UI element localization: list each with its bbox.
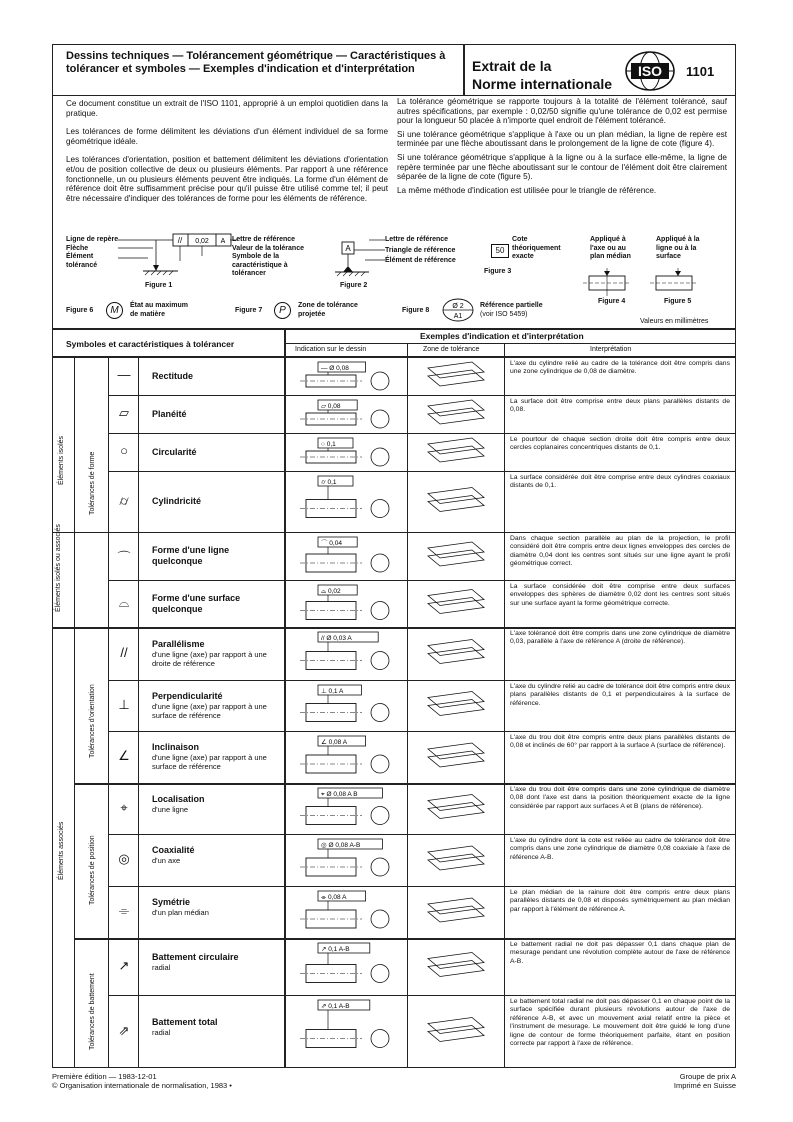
tolerance-zone-sketch (410, 733, 502, 781)
characteristic-subtitle: d'une ligne (152, 804, 189, 814)
characteristic-name: Battement circulaire radial (152, 952, 280, 972)
group-form: Tolérances de forme (89, 451, 96, 515)
characteristic-symbol: ↗ (118, 957, 130, 973)
figure-6-caption: Figure 6 (66, 307, 94, 314)
intro-right-p2: Si une tolérance géométrique s'applique à l'axe ou un plan médian, la ligne de repère est terminée par une flèche aboutissant dans le prolongement de la ligne de cote (figure 4). (397, 129, 727, 149)
tolerance-zone-sketch (410, 534, 502, 578)
row-separator (108, 995, 736, 996)
characteristic-symbol: ⌓ (118, 594, 130, 610)
fig8-symbol-icon (438, 297, 478, 323)
col-line-symbols (284, 329, 286, 1068)
tolerance-zone-sketch (410, 836, 502, 884)
figure-4-heading: Appliqué à l'axe ou au plan médian (590, 236, 631, 260)
units-note: Valeurs en millimètres (640, 318, 709, 325)
characteristic-name: Cylindricité (152, 496, 202, 506)
characteristic-symbol: ⌯ (118, 903, 130, 918)
drawing-indication (288, 997, 406, 1066)
tolerance-frame-text: ○ 0,1 (321, 441, 336, 448)
iso-logo-text: ISO (637, 63, 663, 79)
characteristic-subtitle: d'une ligne (axe) par rapport à une droite de référence (152, 649, 267, 668)
interpretation-text: Le pourtour de chaque section droite doit être compris entre deux cercles coplanaires concentriques distants de 0,1. (510, 436, 730, 452)
figure-5-drawing (650, 268, 700, 296)
tolerance-frame-text: ⌖ Ø 0,08 A B (321, 791, 358, 798)
drawing-indication (288, 682, 406, 729)
footer-right (640, 1072, 736, 1090)
drawing-indication (288, 629, 406, 678)
fig2-letter: A (345, 244, 351, 253)
drawing-indication (288, 836, 406, 884)
iso-logo-icon (622, 50, 678, 92)
intro-right-p4: La même méthode d'indication est utilisée pour le triangle de référence. (397, 185, 657, 195)
figure-4-drawing (583, 268, 633, 296)
figure-7-caption: Figure 7 (235, 307, 263, 314)
interpretation-text: L'axe du trou doit être compris dans une zone cylindrique de diamètre 0,08 dont l'axe est dans la position théoriquement exacte de la ligne considérée par rapport aux surfaces A et B (plans de référence). (510, 786, 730, 810)
characteristic-name: Localisation d'une ligne (152, 794, 280, 814)
drawing-indication (288, 435, 406, 469)
row-separator (108, 580, 736, 581)
tolerance-frame-text: ⇗ 0,1 A-B (321, 1003, 350, 1010)
tolerance-frame-text: ⌓ 0,02 (321, 588, 341, 595)
characteristic-symbol: ⌭ (119, 492, 129, 508)
tolerance-frame-text: ∠ 0,08 A (321, 739, 348, 746)
figure-3-labels: Cote théoriquement exacte (512, 236, 561, 260)
tolerance-zone-sketch (410, 473, 502, 530)
group-position: Tolérances de position (89, 835, 96, 905)
interpretation-text: La surface considérée doit être comprise entre deux surfaces enveloppes des sphères de diamètre 0,02 dont les centres sont situés sur une surface ayant la forme géométrique correcte. (510, 583, 730, 607)
row-separator (108, 886, 736, 887)
tolerance-frame-text: ⌯ 0,08 A (321, 894, 347, 901)
tolerance-zone-sketch (410, 940, 502, 993)
standard-number: 1101 (686, 64, 715, 79)
interpretation-text: La surface considérée doit être comprise entre deux cylindres coaxiaux distants de 0,1. (510, 474, 730, 490)
group-associated: Éléments associés (58, 821, 65, 880)
tolerance-zone-sketch (410, 997, 502, 1066)
intro-right-text (397, 97, 727, 204)
fig1-frame-letter: A (220, 238, 226, 245)
figure-3-caption: Figure 3 (484, 268, 512, 275)
col-line-zone (504, 343, 505, 1068)
figure-1-drawing (118, 231, 238, 281)
interpretation-text: La surface doit être comprise entre deux plans parallèles distants de 0,08. (510, 398, 730, 414)
interpretation-text: Le battement total radial ne doit pas dépasser 0,1 en chaque point de la surface spécifiée durant plusieurs révolutions autour de l'axe de référence A-B, et avec un mouvement axial relatif entre la pièce et l'instrument de mesurage. Le mouvement doit être guidé le long d'une ligne de contour de forme théoriquement parfaite, étant en position correcte par rapport à l'axe de référence. (510, 998, 730, 1048)
figure-8-caption: Figure 8 (402, 307, 430, 314)
figure-8-text: Référence partielle (voir ISO 5459) (480, 302, 543, 318)
characteristic-subtitle: d'un axe (152, 856, 181, 865)
header-examples: Exemples d'indication et d'interprétation (420, 331, 584, 341)
interpretation-text: Le battement radial ne doit pas dépasser 0,1 dans chaque plan de mesurage pendant une révolution complète autour de l'axe de référence A-B. (510, 941, 730, 965)
interpretation-text: L'axe toléranсé doit être compris dans une zone cylindrique de diamètre 0,03, parallèle à l'axe de référence A (droite de référence). (510, 630, 730, 646)
tolerance-frame-text: ◎ Ø 0,08 A-B (321, 842, 361, 849)
col-line-group-mid (108, 357, 109, 1068)
characteristic-symbol: — (117, 367, 131, 382)
intro-left-p3: Les tolérances d'orientation, position et battement délimitent les déviations d'orientation et/ou de position collective de deux ou plusieurs éléments. Par rapport à une référence fonctionnelle, un ou plusieurs éléments peuvent être indiqués. La forme d'un élément de référence doit être suffisamment précise pour qu'il puisse être utilisé comme tel; il peut être nécessaire d'indiquer des tolérances de forme pour les éléments de référence. (66, 155, 388, 203)
footer-price: Groupe de prix A (679, 1072, 736, 1081)
characteristic-subtitle: radial (152, 962, 171, 972)
characteristic-name: Symétrie d'un plan médian (152, 897, 280, 917)
tolerance-zone-sketch (410, 582, 502, 625)
fig1-frame-symbol: // (177, 236, 183, 245)
footer-copyright: © Organisation internationale de normalisation, 1983 • (52, 1081, 232, 1090)
figure-1-right-labels: Lettre de référence Valeur de la tolérance Symbole de la caractéristique à tolérancer (232, 236, 304, 277)
tolerance-frame-text: ↗ 0,1 A-B (321, 946, 350, 953)
tolerance-zone-sketch (410, 682, 502, 729)
figure-1-caption: Figure 1 (145, 282, 173, 289)
characteristic-name: Perpendicularité d'une ligne (axe) par rapport à une surface de référence (152, 691, 280, 720)
characteristic-symbol: ▱ (119, 405, 129, 420)
intro-left-p2: Les tolérances de forme délimitent les déviations d'un élément individuel de sa forme géométrique idéale. (66, 127, 388, 146)
group-orientation: Tolérances d'orientation (89, 684, 96, 758)
tolerance-zone-sketch (410, 785, 502, 832)
header-zone: Zone de tolérance (423, 346, 480, 353)
document-title: Dessins techniques — Tolérancement géométrique — Caractéristiques à tolérancer et symboles — Exemples d'indication et d'interprétation (66, 50, 446, 75)
characteristic-name: Circularité (152, 446, 197, 457)
tolerance-zone-sketch (410, 435, 502, 469)
drawing-indication (288, 733, 406, 781)
figure-5-heading: Appliqué à la ligne ou à la surface (656, 236, 700, 260)
figure-4-caption: Figure 4 (598, 298, 626, 305)
characteristic-symbol: ◎ (118, 851, 130, 866)
figure-2-labels: Lettre de référence Triangle de référence Élément de référence (385, 236, 456, 264)
drawing-indication (288, 397, 406, 431)
fig8-top-text: Ø 2 (452, 303, 464, 310)
drawing-indication (288, 534, 406, 578)
figure-6-text: État au maximum de matière (130, 302, 188, 318)
tolerance-zone-sketch (410, 629, 502, 678)
characteristic-name: Rectitude (152, 370, 194, 381)
fig6-symbol-icon: M (106, 302, 123, 319)
figure-1-labels: Ligne de repère Flèche Élément toléranсé (66, 236, 119, 269)
fig7-symbol-icon: P (274, 302, 291, 319)
interpretation-text: L'axe du cylindre dont la cote est reliée au cadre de tolérance doit être compris dans une zone cylindrique de diamètre 0,08 coaxiale à l'axe de référence A-B. (510, 837, 730, 861)
col-line-symbol (138, 357, 139, 1068)
tolerance-frame-text: ⌭ 0,1 (321, 479, 337, 486)
characteristic-subtitle: d'une ligne (axe) par rapport à une surface de référence (152, 753, 267, 771)
tolerance-frame-text: ⊥ 0,1 A (321, 688, 344, 695)
interpretation-text: L'axe du cylindre relié au cadre de la tolérance doit être compris dans une zone cylindrique de 0,08 de diamètre. (510, 360, 730, 376)
characteristic-symbol: ⊥ (118, 696, 130, 712)
group-runout: Tolérances de battement (89, 973, 96, 1050)
characteristic-subtitle: radial (152, 1027, 171, 1037)
row-separator (108, 471, 736, 472)
drawing-indication (288, 940, 406, 993)
characteristic-symbol: // (120, 644, 128, 660)
tolerance-frame-text: — Ø 0,08 (321, 365, 349, 372)
row-separator (108, 731, 736, 732)
fig3-value-box: 50 (491, 244, 509, 258)
footer-left (52, 1072, 232, 1090)
tolerance-frame-text: ⌒ 0,04 (321, 540, 342, 547)
drawing-indication (288, 785, 406, 832)
group-isolated: Éléments isolés (58, 435, 65, 485)
drawing-indication (288, 473, 406, 530)
tolerance-zone-sketch (410, 888, 502, 936)
interpretation-text: L'axe du cylindre relié au cadre de tolérance doit être compris entre deux plans parallèles distants de 0,1 et perpendiculaires à la surface de référence. (510, 683, 730, 707)
footer-printed: Imprimé en Suisse (673, 1081, 736, 1090)
characteristic-name: Battement total radial (152, 1017, 280, 1037)
header-symbols: Symboles et caractéristiques à tolérancer (66, 339, 235, 349)
group-isolated-associated: Éléments isolés ou associés (55, 524, 62, 612)
characteristic-symbol: ⇗ (118, 1022, 130, 1038)
row-separator (108, 532, 736, 533)
figure-5-caption: Figure 5 (664, 298, 692, 305)
characteristic-subtitle: d'un plan médian (152, 908, 209, 917)
characteristic-symbol: ○ (120, 443, 128, 458)
row-separator (108, 433, 736, 434)
table-header-line-2 (52, 356, 736, 358)
row-separator (108, 680, 736, 681)
intro-right-p1: La tolérance géométrique se rapporte toujours à la totalité de l'élément toléranсé, sauf autres spécifications, par exemple : 0,02/50 signifie qu'une tolérance de 0,02 est permise pour la longueur 50 placée à n'importe quel endroit de l'élément toléranсé. (397, 97, 727, 126)
row-separator (108, 395, 736, 396)
intro-left-p1: Ce document constitue un extrait de l'ISO 1101, approprié à un emploi quotidien dans la pratique. (66, 99, 388, 118)
header-divider (463, 44, 465, 96)
characteristic-name: Parallélisme d'une ligne (axe) par rapport à une droite de référence (152, 639, 280, 668)
fig8-bottom-text: A1 (453, 313, 463, 320)
col-line-drawing (407, 343, 408, 1068)
interpretation-text: L'axe du trou doit être compris entre deux plans parallèles distants de 0,08 et inclinés de 60° par rapport à la surface A (surface de référence). (510, 734, 730, 750)
characteristic-name: Planéité (152, 408, 187, 419)
tolerance-frame-text: ▱ 0,08 (321, 403, 341, 410)
footer-edition: Première édition — 1983-12-01 (52, 1072, 157, 1081)
figure-7-text: Zone de tolérance projetée (298, 302, 358, 318)
intro-right-p3: Si une tolérance géométrique s'applique à la ligne ou à la surface elle-même, la ligne de repère terminée par une flèche aboutissant sur le contour de l'élément doit être clairement séparée de la ligne de cote (figure 5). (397, 152, 727, 182)
figure-2-caption: Figure 2 (340, 282, 368, 289)
intro-left-text (66, 99, 388, 212)
col-line-group-left (74, 357, 75, 1068)
characteristic-subtitle: d'une ligne (axe) par rapport à une surface de référence (152, 701, 267, 720)
characteristic-symbol: ⌒ (117, 550, 131, 565)
characteristic-name: Coaxialité d'un axe (152, 845, 280, 865)
drawing-indication (288, 888, 406, 936)
interpretation-text: Le plan médian de la rainure doit être compris entre deux plans parallèles distants de 0,08 et disposés symétriquement au plan médian par rapport à l'élément de référence A. (510, 889, 730, 913)
tolerance-zone-sketch (410, 397, 502, 431)
figure-2-drawing (335, 236, 385, 284)
drawing-indication (288, 582, 406, 625)
fig1-frame-value: 0,02 (195, 238, 209, 245)
characteristic-name: Inclinaison d'une ligne (axe) par rapport à une surface de référence (152, 742, 280, 771)
characteristic-symbol: ⌖ (120, 799, 128, 815)
tolerance-frame-text: // Ø 0,03 A (321, 635, 352, 642)
table-header-line-1 (284, 343, 736, 344)
extrait-label: Extrait de la Norme internationale (472, 58, 613, 92)
characteristic-symbol: ∠ (118, 748, 130, 763)
drawing-indication (288, 359, 406, 393)
interpretation-text: Dans chaque section parallèle au plan de la projection, le profil considéré doit être compris entre deux lignes enveloppes des cercles de diamètre 0,04 dont les centres sont situés sur une ligne ayant le profil géométrique correct. (510, 535, 730, 568)
tolerance-zone-sketch (410, 359, 502, 393)
characteristic-name: Forme d'une surface quelconque (152, 592, 241, 614)
characteristic-name: Forme d'une ligne quelconque (152, 545, 230, 566)
header-drawing: Indication sur le dessin (295, 346, 367, 353)
header-interp: Interprétation (590, 346, 632, 353)
row-separator (108, 834, 736, 835)
